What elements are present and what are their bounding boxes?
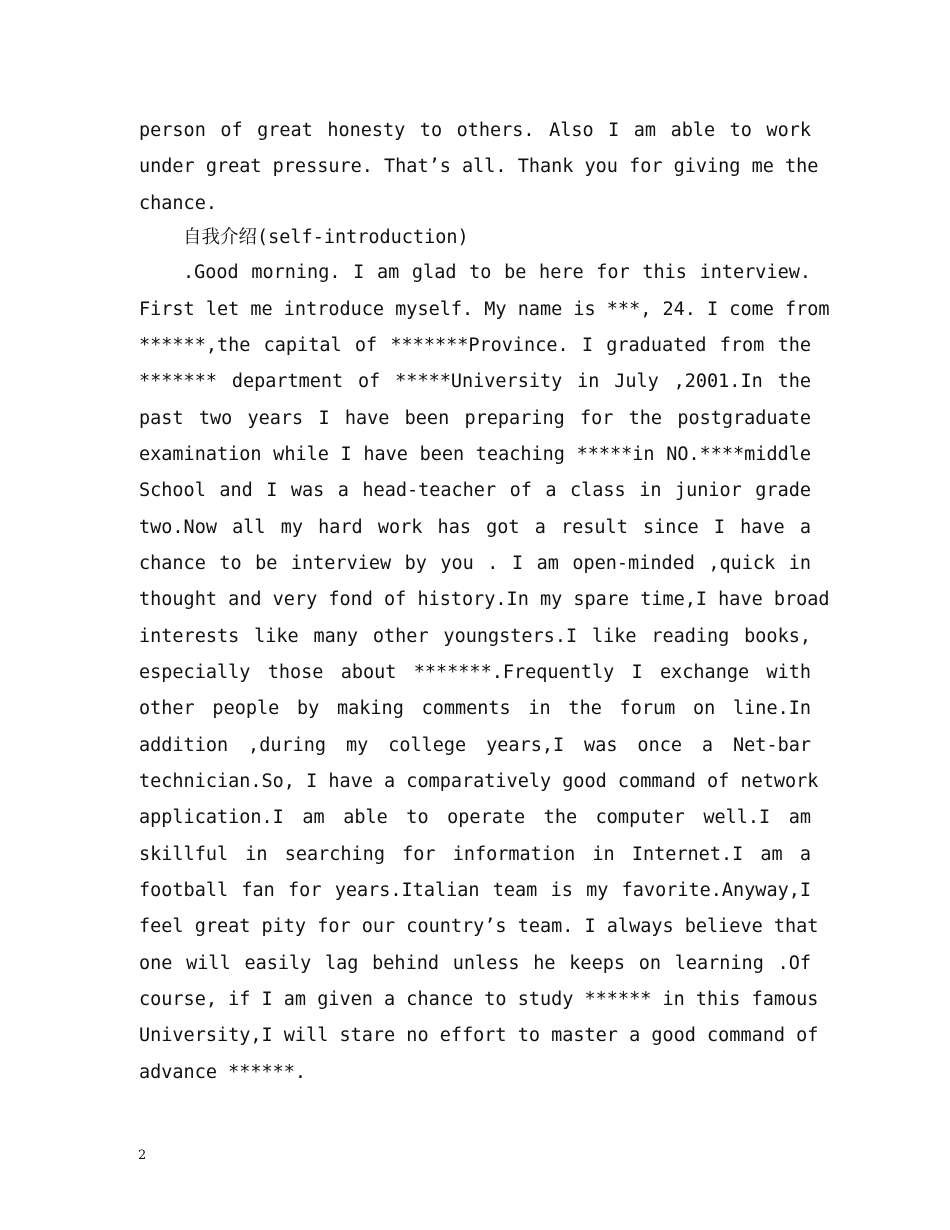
paragraph-line: course, if I am given a chance to study ****** in this famous <box>139 989 819 1010</box>
paragraph-line: two.Now all my hard work has got a result since I have a <box>139 517 811 538</box>
paragraph-line: skillful in searching for information in Internet.I am a <box>139 844 811 865</box>
paragraph-line: feel great pity for our country’s team. I always believe that <box>139 916 819 937</box>
paragraph-line: examination while I have been teaching *****in NO.****middle <box>139 444 811 465</box>
paragraph-line: past two years I have been preparing for the postgraduate <box>139 408 811 429</box>
paragraph-line: School and I was a head-teacher of a class in junior grade <box>139 480 811 501</box>
paragraph-line: football fan for years.Italian team is my favorite.Anyway,I <box>139 880 811 901</box>
paragraph-line: person of great honesty to others. Also I am able to work <box>139 120 811 141</box>
paragraph-line: advance ******. <box>139 1062 307 1083</box>
paragraph-line: technician.So, I have a comparatively good command of network <box>139 771 819 792</box>
paragraph-line: other people by making comments in the forum on line.In <box>139 698 811 719</box>
paragraph-line: First let me introduce myself. My name is ***, 24. I come from <box>139 299 830 320</box>
paragraph-line: University,I will stare no effort to master a good command of <box>139 1025 819 1046</box>
paragraph-line: interests like many other youngsters.I like reading books, <box>139 626 811 647</box>
paragraph-line: one will easily lag behind unless he keeps on learning .Of <box>139 953 811 974</box>
page-number: 2 <box>138 1148 147 1163</box>
paragraph-line: application.I am able to operate the computer well.I am <box>139 807 811 828</box>
paragraph-line: ******* department of *****University in July ,2001.In the <box>139 371 811 392</box>
paragraph-line: especially those about *******.Frequently I exchange with <box>139 662 811 683</box>
paragraph-line: chance. <box>139 193 217 214</box>
paragraph-line: under great pressure. That’s all. Thank you for giving me the <box>139 156 819 177</box>
paragraph-line: chance to be interview by you . I am open-minded ,quick in <box>139 553 811 574</box>
paragraph-line: .Good morning. I am glad to be here for this interview. <box>183 262 811 283</box>
paragraph-line: addition ,during my college years,I was once a Net-bar <box>139 735 811 756</box>
section-heading: 自我介绍(self-introduction) <box>183 227 469 248</box>
paragraph-line: ******,the capital of *******Province. I graduated from the <box>139 335 811 356</box>
paragraph-line: thought and very fond of history.In my spare time,I have broad <box>139 589 830 610</box>
